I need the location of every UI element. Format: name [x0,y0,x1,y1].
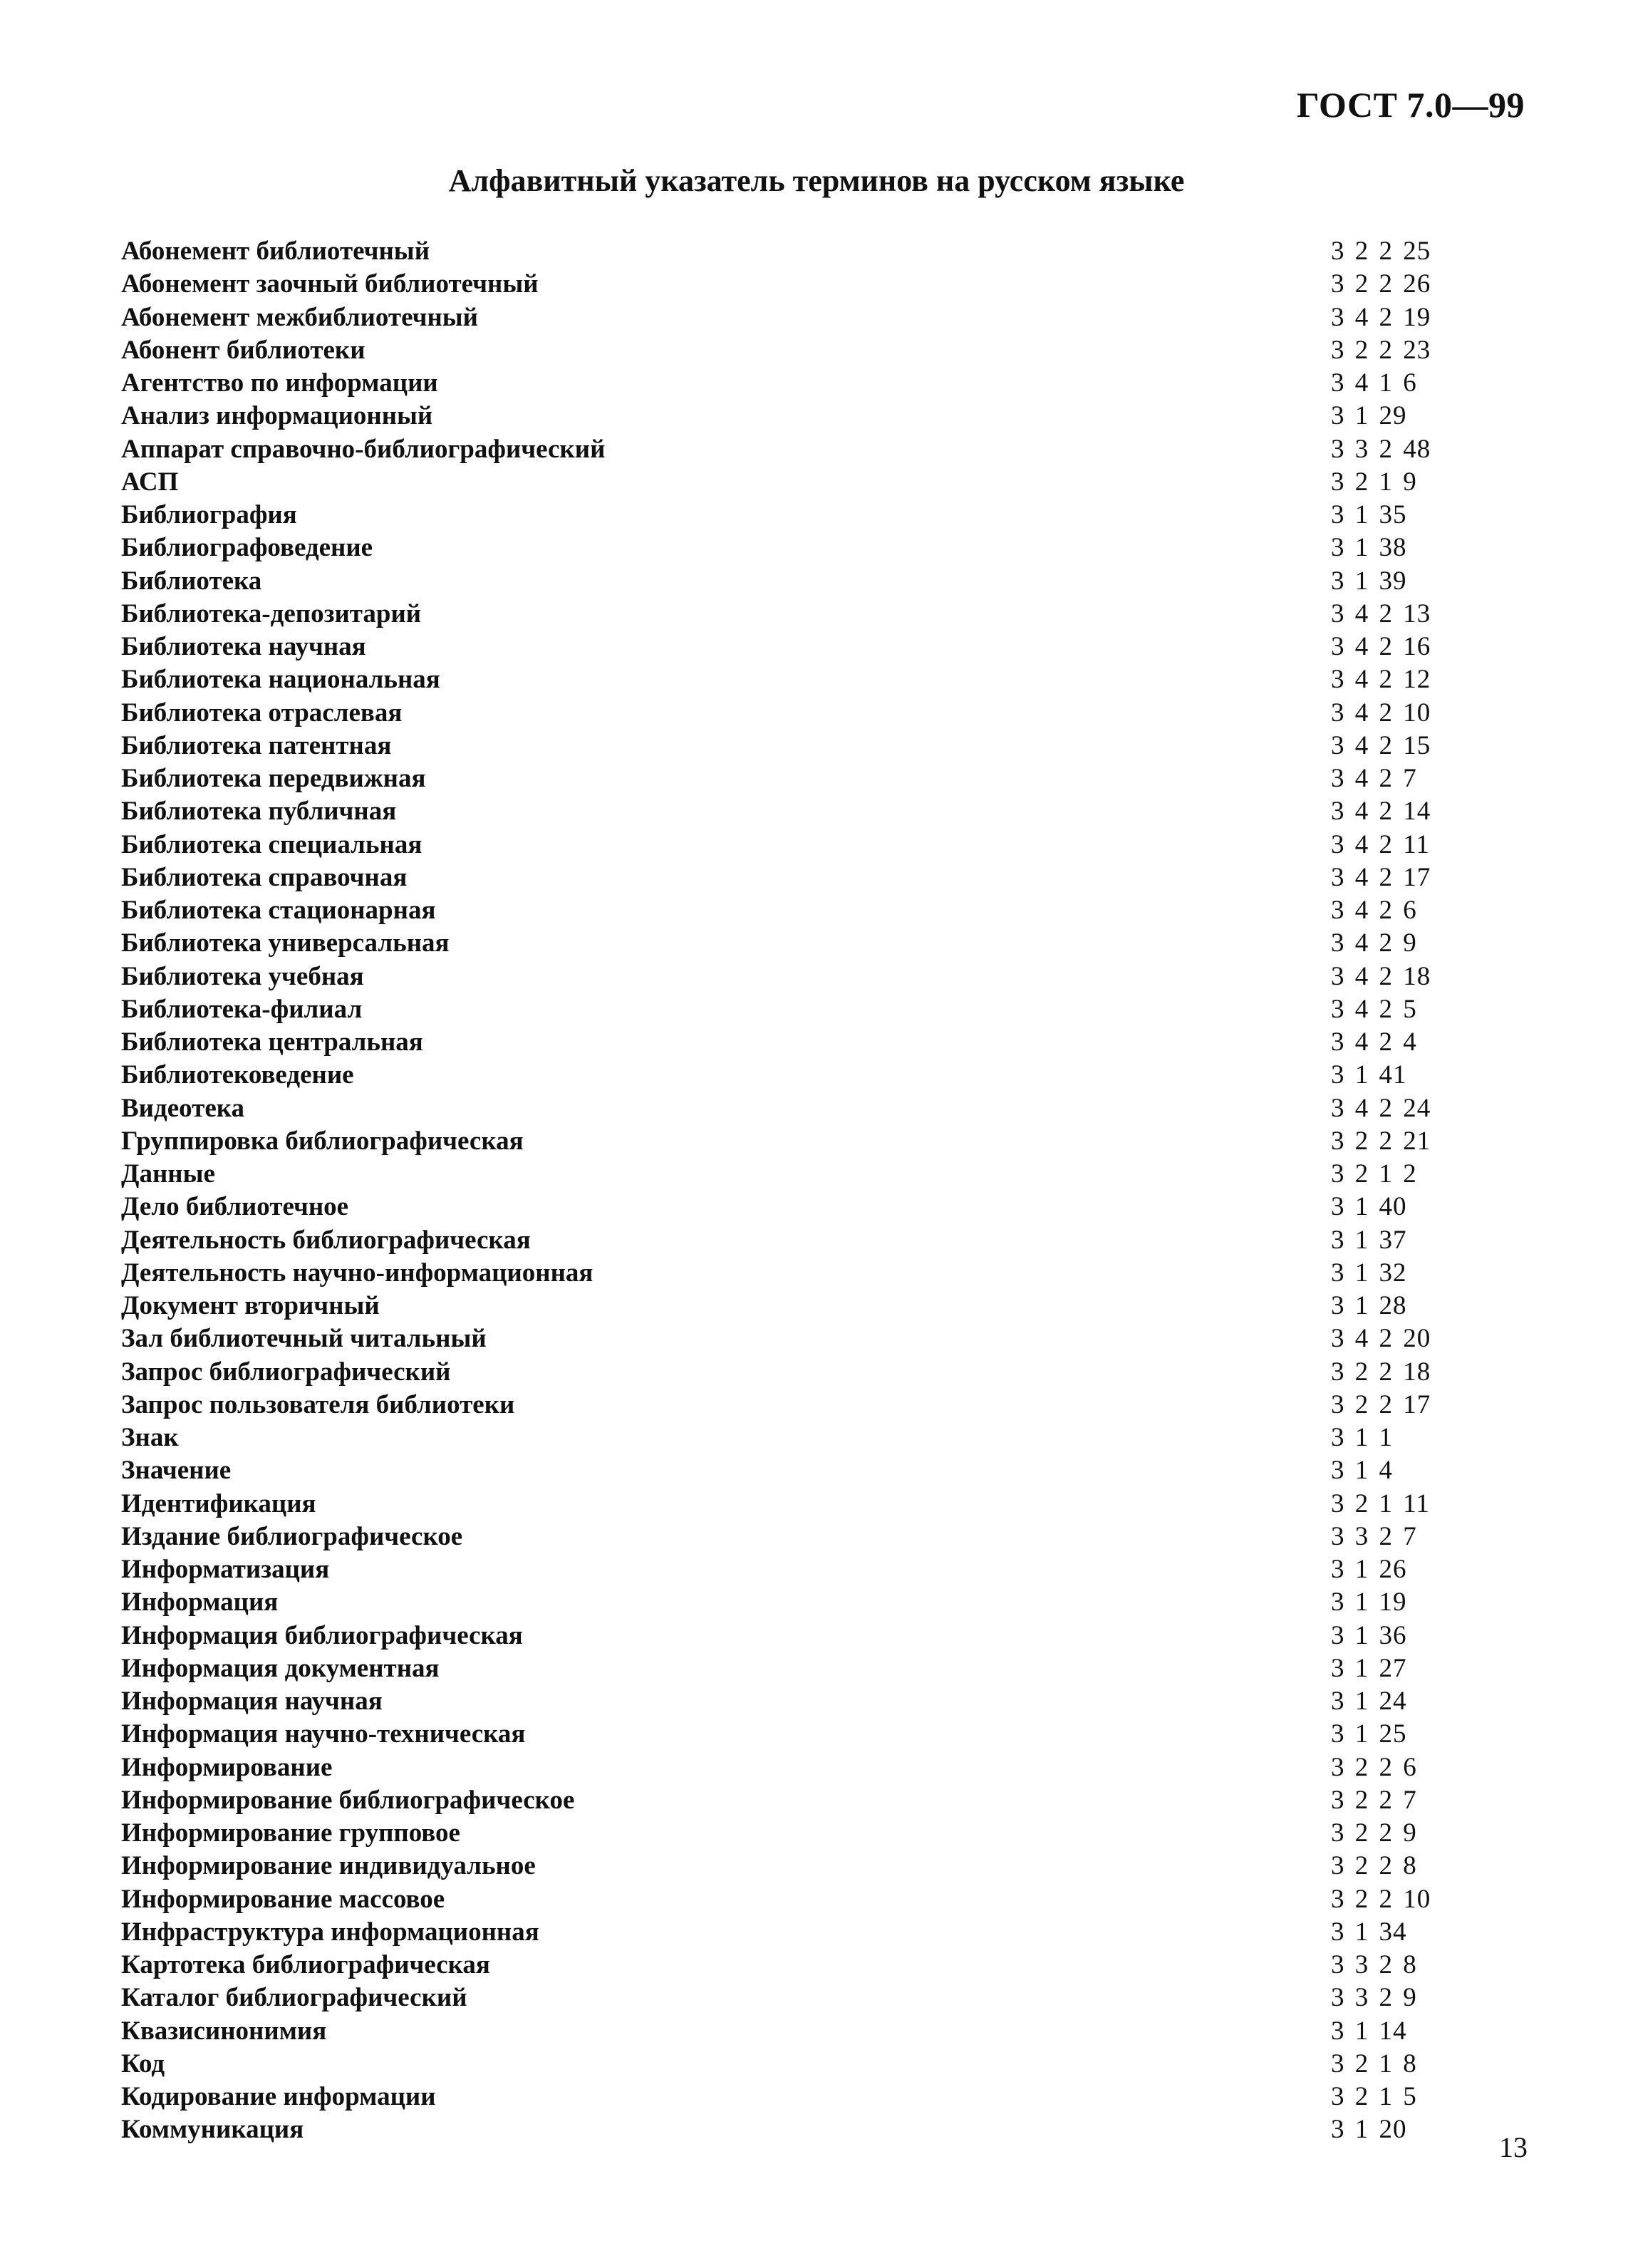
page-title: Алфавитный указатель терминов на русском языке [448,163,1185,198]
index-entry [121,2081,1475,2113]
index-term: Издание библиографическое [121,1521,463,1551]
index-entry [121,400,1475,433]
index-entry [121,1322,1475,1355]
index-entry [121,2048,1475,2081]
index-reference: 3 2 1 2 [1331,1159,1417,1189]
index-reference: 3 2 2 6 [1331,1752,1417,1782]
index-term: Зал библиотечный читальный [121,1324,487,1354]
index-entry [121,1718,1475,1751]
index-entry [121,894,1475,927]
index-term: Данные [121,1159,215,1189]
index-reference: 3 2 1 11 [1331,1488,1430,1518]
index-term: Библиотека специальная [121,829,422,859]
index-term: Идентификация [121,1488,316,1518]
index-term: Видеотека [121,1093,245,1123]
index-term: Деятельность библиографическая [121,1225,531,1255]
index-term: Информация научно-техническая [121,1719,526,1749]
index-reference: 3 4 1 6 [1331,368,1417,398]
index-entry [121,927,1475,960]
index-reference: 3 1 28 [1331,1291,1407,1320]
index-reference: 3 2 1 9 [1331,467,1417,497]
index-entry [121,1620,1475,1652]
index-entry [121,861,1475,894]
index-entry [121,1751,1475,1784]
index-term: Библиотека справочная [121,862,408,892]
index-term: Библиотека стационарная [121,896,436,925]
index-term: Инфраструктура информационная [121,1917,539,1947]
index-reference: 3 1 39 [1331,566,1407,596]
index-reference: 3 4 2 17 [1331,862,1431,892]
index-reference: 3 2 2 10 [1331,1884,1431,1914]
index-reference: 3 2 2 21 [1331,1126,1431,1156]
index-entry [121,1454,1475,1487]
index-entry [121,235,1475,268]
index-term: Абонемент библиотечный [121,237,430,266]
index-entry [121,1290,1475,1322]
index-entry [121,1125,1475,1158]
index-reference: 3 1 36 [1331,1620,1407,1650]
index-term: Информирование групповое [121,1818,460,1848]
index-entry [121,1817,1475,1850]
index-reference: 3 4 2 6 [1331,896,1417,925]
index-term: Информирование массовое [121,1884,445,1914]
index-entry [121,1553,1475,1586]
index-term: Агентство по информации [121,368,438,398]
index-term: Значение [121,1456,232,1486]
index-term: Группировка библиографическая [121,1126,524,1156]
index-term: Библиографоведение [121,533,373,563]
index-term: Документ вторичный [121,1291,380,1320]
index-reference: 3 4 2 15 [1331,730,1431,760]
index-reference: 3 4 2 7 [1331,764,1417,793]
index-reference: 3 4 2 10 [1331,698,1431,727]
index-reference: 3 2 2 7 [1331,1785,1417,1815]
index-entry [121,268,1475,301]
index-reference: 3 3 2 8 [1331,1950,1417,1979]
index-reference: 3 4 2 9 [1331,928,1417,958]
index-term: Библиотека публичная [121,797,397,827]
index-term: АСП [121,467,179,497]
index-reference: 3 1 19 [1331,1588,1407,1617]
index-term: Запрос библиографический [121,1357,451,1387]
index-term: Коммуникация [121,2115,304,2145]
index-term: Библиотека учебная [121,961,364,991]
index-term: Абонемент заочный библиотечный [121,269,539,299]
index-entry [121,301,1475,334]
index-entry [121,1883,1475,1916]
index-reference: 3 1 34 [1331,1917,1407,1947]
index-entry [121,697,1475,730]
index-reference: 3 3 2 9 [1331,1983,1417,2013]
index-term: Квазисинонимия [121,2016,327,2046]
index-entry [121,499,1475,532]
index-term: Информатизация [121,1555,330,1584]
index-entry [121,1488,1475,1521]
index-entry [121,1982,1475,2014]
index-entry [121,1422,1475,1454]
index-term: Информирование [121,1752,333,1782]
index-reference: 3 2 1 5 [1331,2082,1417,2111]
index-reference: 3 1 26 [1331,1555,1407,1584]
index-entry [121,730,1475,762]
index-reference: 3 1 38 [1331,533,1407,563]
index-reference: 3 1 40 [1331,1192,1407,1222]
index-entry [121,1521,1475,1553]
index-entry [121,367,1475,400]
index-reference: 3 1 27 [1331,1653,1407,1683]
index-reference: 3 2 2 18 [1331,1357,1431,1387]
index-term: Библиотека патентная [121,730,392,760]
index-term: Библиотека отраслевая [121,698,403,727]
index-reference: 3 1 24 [1331,1687,1407,1716]
index-reference: 3 2 2 25 [1331,237,1431,266]
index-reference: 3 4 2 19 [1331,302,1431,332]
index-entry [121,2113,1475,2146]
index-entry [121,1224,1475,1257]
index-term: Информирование индивидуальное [121,1851,536,1881]
index-term: Библиотека универсальная [121,928,450,958]
index-entry [121,1257,1475,1290]
index-entry [121,960,1475,993]
index-term: Деятельность научно-информационная [121,1258,593,1288]
index-reference: 3 1 25 [1331,1719,1407,1749]
index-reference: 3 4 2 5 [1331,994,1417,1024]
index-term: Информация [121,1588,279,1617]
index-term: Информация научная [121,1687,383,1716]
term-index-list [121,235,1475,2147]
index-entry [121,1356,1475,1389]
index-reference: 3 1 32 [1331,1258,1407,1288]
index-reference: 3 2 1 8 [1331,2049,1417,2078]
index-reference: 3 2 2 9 [1331,1818,1417,1848]
index-reference: 3 2 2 8 [1331,1851,1417,1881]
index-entry [121,993,1475,1026]
index-entry [121,1586,1475,1619]
index-reference: 3 3 2 48 [1331,434,1431,464]
index-reference: 3 1 29 [1331,401,1407,431]
index-entry [121,1059,1475,1092]
index-reference: 3 4 2 13 [1331,599,1431,628]
index-term: Абонент библиотеки [121,335,366,365]
index-entry [121,532,1475,564]
index-term: Библиотека национальная [121,665,440,695]
index-term: Библиотека научная [121,632,366,661]
index-entry [121,1850,1475,1883]
index-entry [121,1158,1475,1191]
index-term: Анализ информационный [121,401,433,431]
index-entry [121,663,1475,696]
index-term: Кодирование информации [121,2082,436,2111]
index-reference: 3 2 2 17 [1331,1389,1431,1419]
index-entry [121,2015,1475,2048]
index-term: Библиотека центральная [121,1027,423,1057]
index-term: Код [121,2049,165,2078]
index-term: Библиотека [121,566,262,596]
index-term: Информация библиографическая [121,1620,523,1650]
index-entry [121,1191,1475,1223]
index-entry [121,1685,1475,1718]
index-term: Библиотековедение [121,1060,354,1090]
index-term: Дело библиотечное [121,1192,349,1222]
index-term: Библиотека-филиал [121,994,363,1024]
index-term: Информация документная [121,1653,440,1683]
index-entry [121,631,1475,663]
page-number: 13 [1499,2131,1528,2163]
index-term: Информирование библиографическое [121,1785,575,1815]
index-term: Библиография [121,500,297,529]
index-term: Знак [121,1423,179,1452]
index-reference: 3 1 20 [1331,2115,1407,2145]
index-reference: 3 4 2 4 [1331,1027,1417,1057]
index-reference: 3 2 2 23 [1331,335,1431,365]
index-entry [121,829,1475,861]
index-entry [121,334,1475,367]
index-reference: 3 1 1 [1331,1423,1393,1452]
index-reference: 3 1 14 [1331,2016,1407,2046]
index-entry [121,795,1475,828]
index-reference: 3 2 2 26 [1331,269,1431,299]
index-reference: 3 3 2 7 [1331,1521,1417,1551]
index-entry [121,1916,1475,1949]
index-term: Библиотека-депозитарий [121,599,422,628]
index-reference: 3 4 2 18 [1331,961,1431,991]
index-entry [121,1092,1475,1125]
index-entry [121,466,1475,499]
index-entry [121,1949,1475,1982]
index-term: Аппарат справочно-библиографический [121,434,606,464]
index-reference: 3 4 2 24 [1331,1093,1431,1123]
index-entry [121,1652,1475,1685]
index-reference: 3 4 2 12 [1331,665,1431,695]
index-reference: 3 1 37 [1331,1225,1407,1255]
index-reference: 3 4 2 20 [1331,1324,1431,1354]
index-entry [121,1026,1475,1059]
index-entry [121,1784,1475,1817]
index-reference: 3 1 41 [1331,1060,1407,1090]
document-code: ГОСТ 7.0—99 [1296,85,1525,125]
index-reference: 3 4 2 14 [1331,797,1431,827]
index-entry [121,433,1475,466]
index-entry [121,565,1475,598]
index-entry [121,762,1475,795]
index-entry [121,598,1475,631]
index-term: Запрос пользователя библиотеки [121,1389,515,1419]
index-term: Картотека библиографическая [121,1950,490,1979]
index-reference: 3 1 4 [1331,1456,1393,1486]
index-reference: 3 1 35 [1331,500,1407,529]
index-term: Библиотека передвижная [121,764,426,793]
index-reference: 3 4 2 11 [1331,829,1430,859]
index-term: Каталог библиографический [121,1983,467,2013]
index-entry [121,1389,1475,1422]
index-reference: 3 4 2 16 [1331,632,1431,661]
index-term: Абонемент межбиблиотечный [121,302,478,332]
